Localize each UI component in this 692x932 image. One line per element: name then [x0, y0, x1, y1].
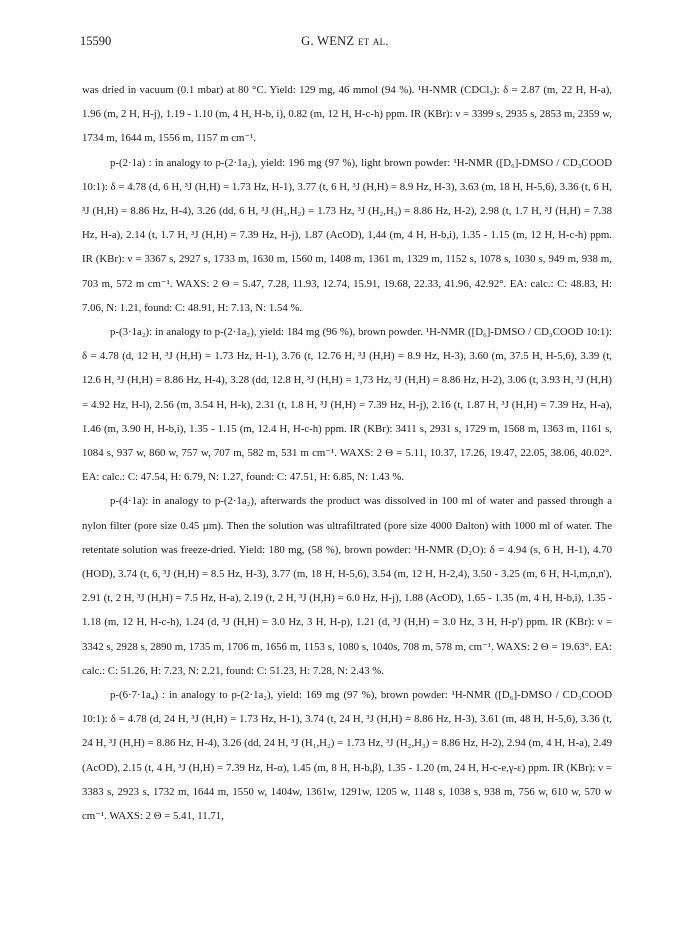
paragraph-compound-4-1a: p-(4·1a): in analogy to p-(2·1a₂), afterwards the product was dissolved in 100 ml of water and passed through a nylon filter (pore size 0.45 µm). Then the solution was ultrafiltrated (pore size 4000 Dalton) with 1000 ml of water. The retentate solution was freeze-dried. Yield: 180 mg, (58 %), brown powder: ¹H-NMR (D₂O): δ = 4.94 (s, 6 H, H-1), 4.70 (HOD), 3.74 (t, 6, ³J (H,H) = 8.5 Hz, H-3), 3.77 (m, 18 H, H-5,6), 3.54 (m, 12 H, H-2,4), 3.50 - 3.25 (m, 6 H, H-l,m,n,n'), 2.91 (t, 2 H, ³J (H,H) = 7.5 Hz, H-a), 2.19 (t, 2 H, ³J (H,H) = 6.0 Hz, H-j), 1.88 (AcOD), 1.65 - 1.35 (m, 4 H, H-b,i), 1.35 - 1.18 (m, 12 H, H-c-h), 1.24 (d, ³J (H,H) = 3.0 Hz, 3 H, H-p), 1.21 (d, ³J (H,H) = 3.0 Hz, 3 H, H-p') ppm. IR (KBr): ν = 3342 s, 2928 s, 2890 m, 1735 m, 1706 m, 1656 m, 1153 s, 1080 s, 1040s, 708 m, 578 m, cm⁻¹. WAXS: 2 Θ = 19.63°. EA: calc.: C: 51.26, H: 7.23, N: 2.21, found: C: 51.23, H: 7.28, N: 2.43 %.	[82, 495, 612, 677]
paragraph-continued: was dried in vacuum (0.1 mbar) at 80 °C. Yield: 129 mg, 46 mmol (94 %). ¹H-NMR (CDCl₃): δ = 2.87 (m, 22 H, H-a), 1.96 (m, 2 H, H-j), 1.19 - 1.10 (m, 4 H, H-b, i), 0.82 (m, 12 H, H-c-h) ppm. IR (KBr): ν = 3399 s, 2935 s, 2853 m, 2359 w, 1734 m, 1644 m, 1556 m, 1157 m cm⁻¹.	[82, 84, 612, 145]
body-text	[82, 78, 612, 828]
paragraph-compound-3-1a2: p-(3·1a₂): in analogy to p-(2·1a₂), yield: 184 mg (96 %), brown powder. ¹H-NMR ([D₆]-DMSO / CD₃COOD 10:1): δ = 4.78 (d, 12 H, ³J (H,H) = 1.73 Hz, H-1), 3.76 (t, 12.76 H, ³J (H,H) = 8.9 Hz, H-3), 3.60 (m, 37.5 H, H-5,6), 3.39 (t, 12.6 H, ³J (H,H) = 8.86 Hz, H-4), 3.28 (dd, 12.8 H, ³J (H,H) = 1,73 Hz, ³J (H,H) = 8.86 Hz, H-2), 3.06 (t, 3.93 H, ³J (H,H) = 4.92 Hz, H-l), 2.56 (m, 3.54 H, H-k), 2.31 (t, 1.8 H, ³J (H,H) = 7.39 Hz, H-j), 2.16 (t, 1.87 H, ³J (H,H) = 7.39 Hz, H-a), 1.46 (m, 3.90 H, H-b,i), 1.35 - 1.15 (m, 12.4 H, H-c-h) ppm. IR (KBr): 3411 s, 2931 s, 1729 m, 1568 m, 1363 m, 1161 s, 1084 s, 937 w, 860 w, 757 w, 707 m, 582 m, 531 m cm⁻¹. WAXS: 2 Θ = 5.11, 10.37, 17.26, 19.47, 22.05, 38.06, 40.02°. EA: calc.: C: 47.54, H: 6.79, N: 1.27, found: C: 47.51, H: 6.85, N: 1.43 %.	[82, 326, 612, 484]
page-number: 15590	[80, 34, 112, 48]
paragraph-compound-2-1a: p-(2·1a) : in analogy to p-(2·1a₂), yield: 196 mg (97 %), light brown powder: ¹H-NMR ([D₆]-DMSO / CD₃COOD 10:1): δ = 4.78 (d, 6 H, ³J (H,H) = 1.73 Hz, H-1), 3.77 (t, 6 H, ³J (H,H) = 8.9 Hz, H-3), 3.63 (m, 18 H, H-5,6), 3.36 (t, 6 H, ³J (H,H) = 8.86 Hz, H-4), 3.26 (dd, 6 H, ³J (H₁,H₂) = 1.73 Hz, ³J (H₂,H₃) = 8.86 Hz, H-2), 2.98 (t, 1.7 H, ³J (H,H) = 7.38 Hz, H-a), 2.14 (t, 1.7 H, ³J (H,H) = 7.39 Hz, H-j), 1.87 (AcOD), 1,44 (m, 4 H, H-b,i), 1.35 - 1.15 (m, 12 H, H-c-h) ppm. IR (KBr): ν = 3367 s, 2927 s, 1733 m, 1630 m, 1560 m, 1408 m, 1361 m, 1329 m, 1152 s, 1078 s, 1030 s, 949 m, 938 m, 703 m, 572 m cm⁻¹. WAXS: 2 Θ = 5.47, 7.28, 11.93, 12.74, 15.91, 19.68, 22.33, 41.96, 42.92°. EA: calc.: C: 48.83, H: 7.06, N: 1.21, found: C: 48.91, H: 7.13, N: 1.54 %.	[82, 156, 612, 314]
running-title: G. WENZ et al.	[301, 34, 389, 48]
page-header	[80, 34, 610, 54]
paragraph-compound-6-7-1a4: p-(6·7·1a₄) : in analogy to p-(2·1a₂), yield: 169 mg (97 %), brown powder: ¹H-NMR ([D₆]-DMSO / CD₃COOD 10:1): δ = 4.78 (d, 24 H, ³J (H,H) = 1.73 Hz, H-1), 3.74 (t, 24 H, ³J (H,H) = 8.86 Hz, H-3), 3.61 (m, 48 H, H-5,6), 3.36 (t, 24 H, ³J (H,H) = 8.86 Hz, H-4), 3.26 (dd, 24 H, ³J (H₁,H₂) = 1.73 Hz, ³J (H₂,H₃) = 8.86 Hz, H-2), 2.94 (m, 4 H, H-a), 2.49 (AcOD), 2.15 (t, 4 H, ³J (H,H) = 7.39 Hz, H-α), 1.45 (m, 8 H, H-b,β), 1.35 - 1.20 (m, 24 H, H-c-e,γ-ε) ppm. IR (KBr): ν = 3383 s, 2923 s, 1732 m, 1644 m, 1550 w, 1404w, 1361w, 1291w, 1205 w, 1148 s, 1038 s, 938 m, 756 w, 610 w, 570 w cm⁻¹. WAXS: 2 Θ = 5.41, 11.71,	[82, 689, 612, 823]
